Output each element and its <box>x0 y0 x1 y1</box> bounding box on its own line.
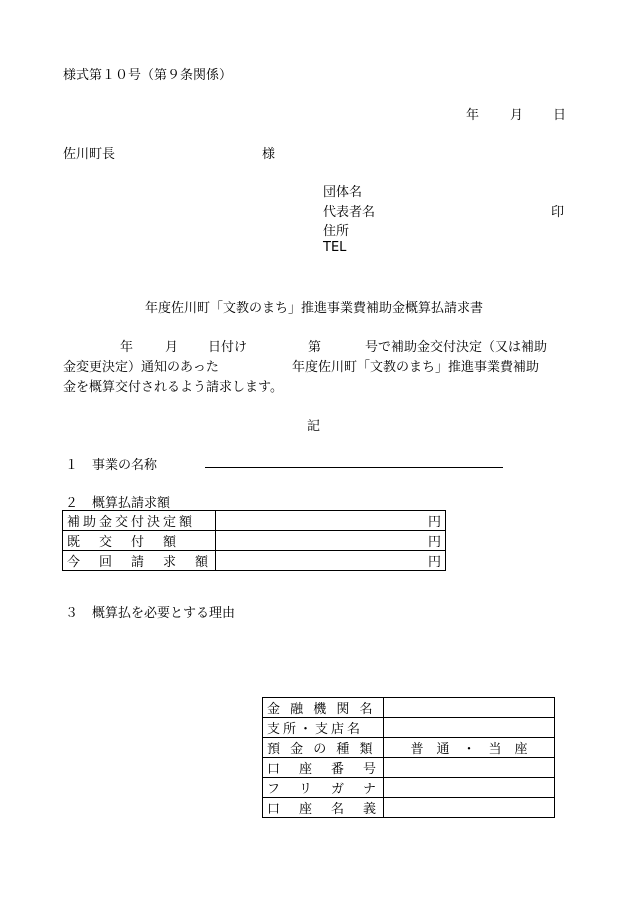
body-date-suffix: 日付け <box>208 340 248 355</box>
section3-label: 概算払を必要とする理由 <box>92 606 236 621</box>
deposit-type-cell[interactable]: 普 通 ・ 当 座 <box>384 738 555 758</box>
section3-number: ３ <box>65 606 79 621</box>
addressee-honorific: 様 <box>262 147 276 162</box>
table-row <box>63 511 446 531</box>
body-number-prefix: 第 <box>308 340 322 355</box>
bank-value-cell[interactable] <box>384 718 555 738</box>
section1-number: １ <box>65 458 79 473</box>
bank-row-label: フ リ ガ ナ <box>263 778 384 798</box>
amount-table <box>62 510 446 571</box>
table-row <box>263 718 555 738</box>
bank-row-label: 預 金 の 種 類 <box>263 738 384 758</box>
table-row <box>263 798 555 818</box>
project-name-line[interactable] <box>205 467 503 468</box>
amount-row-label: 今 回 請 求 額 <box>63 551 216 571</box>
table-row <box>263 738 555 758</box>
amount-cell[interactable]: 円 <box>216 531 446 551</box>
bank-row-label: 支所・支店名 <box>263 718 384 738</box>
bank-table <box>262 697 555 818</box>
bank-value-cell[interactable] <box>384 698 555 718</box>
table-row <box>263 698 555 718</box>
amount-row-label: 補助金交付決定額 <box>63 511 216 531</box>
tel-label: TEL <box>323 240 347 255</box>
body-month: 月 <box>165 340 179 355</box>
amount-cell[interactable]: 円 <box>216 551 446 571</box>
document-title: 年度佐川町「文教のまち」推進事業費補助金概算払請求書 <box>145 301 484 316</box>
form-number: 様式第１０号（第９条関係） <box>63 68 233 83</box>
section2-label: 概算払請求額 <box>92 496 171 511</box>
body-line3: 金を概算交付されるよう請求します。 <box>63 380 283 395</box>
date-year: 年 <box>466 108 480 123</box>
table-row <box>263 758 555 778</box>
representative-label: 代表者名 <box>323 205 376 220</box>
address-label: 住所 <box>323 224 350 239</box>
amount-row-label: 既 交 付 額 <box>63 531 216 551</box>
table-row <box>63 531 446 551</box>
seal-mark: 印 <box>551 205 565 220</box>
date-month: 月 <box>510 108 524 123</box>
body-line2-rest: 年度佐川町「文教のまち」推進事業費補助 <box>292 360 540 375</box>
body-year: 年 <box>120 340 134 355</box>
bank-value-cell[interactable] <box>384 758 555 778</box>
table-row <box>263 778 555 798</box>
bank-value-cell[interactable] <box>384 798 555 818</box>
section1-label: 事業の名称 <box>92 458 158 473</box>
ki-heading: 記 <box>307 419 321 434</box>
bank-row-label: 口 座 名 義 <box>263 798 384 818</box>
date-day: 日 <box>553 108 567 123</box>
group-name-label: 団体名 <box>323 185 363 200</box>
body-line2-start: 金変更決定）通知のあった <box>63 360 219 375</box>
bank-row-label: 金 融 機 関 名 <box>263 698 384 718</box>
body-line1-rest: 号で補助金交付決定（又は補助 <box>365 340 548 355</box>
addressee-name: 佐川町長 <box>63 147 116 162</box>
section2-number: ２ <box>65 496 79 511</box>
bank-row-label: 口 座 番 号 <box>263 758 384 778</box>
amount-cell[interactable]: 円 <box>216 511 446 531</box>
bank-value-cell[interactable] <box>384 778 555 798</box>
table-row <box>63 551 446 571</box>
